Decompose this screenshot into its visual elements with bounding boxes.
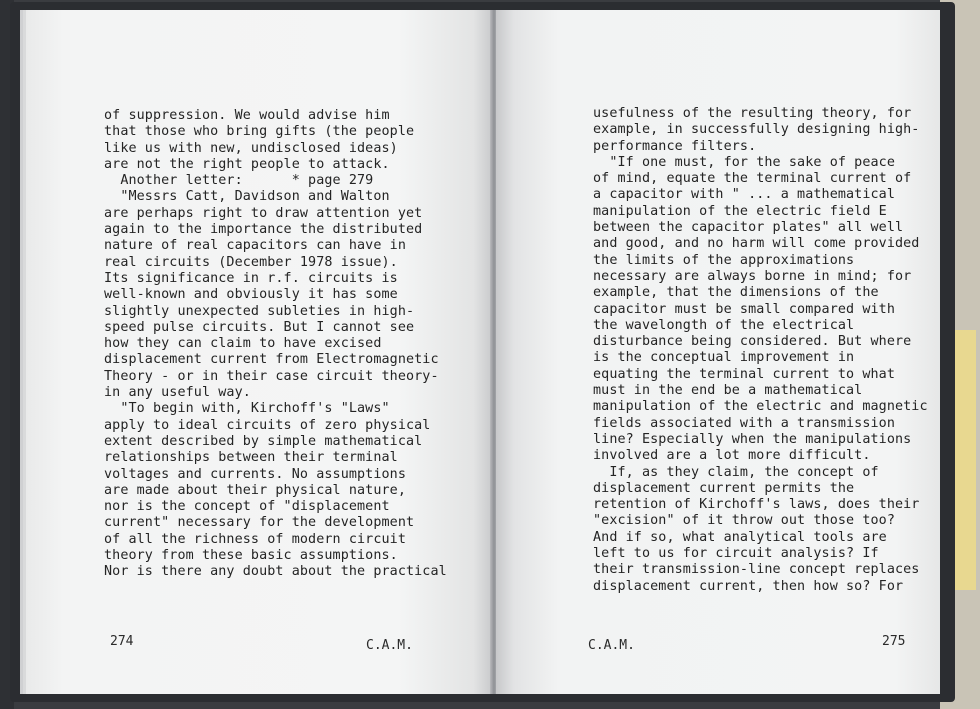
text-line: are not the right people to attack. xyxy=(104,156,390,172)
text-line: nature of real capacitors can have in xyxy=(104,238,406,254)
left-page-number: 274 xyxy=(110,634,134,649)
text-line: relationships between their terminal xyxy=(104,450,398,466)
text-line: capacitor must be small compared with xyxy=(593,301,895,317)
left-page-text xyxy=(104,108,447,581)
text-line: "Messrs Catt, Davidson and Walton xyxy=(104,189,390,205)
text-line: left to us for circuit analysis? If xyxy=(593,546,879,562)
text-line: of mind, equate the terminal current of xyxy=(593,171,912,187)
text-line: displacement current, then how so? For xyxy=(593,578,904,594)
text-line: must in the end be a mathematical xyxy=(593,383,863,399)
text-line: example, that the dimensions of the xyxy=(593,285,879,301)
text-line: a capacitor with " ... a mathematical xyxy=(593,187,895,203)
text-line: well-known and obviously it has some xyxy=(104,287,398,303)
text-line: the limits of the approximations xyxy=(593,252,855,268)
text-line: their transmission-line concept replaces xyxy=(593,562,920,578)
open-book xyxy=(10,2,955,702)
text-line: example, in successfully designing high- xyxy=(593,122,920,138)
text-line: equating the terminal current to what xyxy=(593,366,895,382)
text-line: manipulation of the electric field E xyxy=(593,203,887,219)
text-line: Theory - or in their case circuit theory- xyxy=(104,368,439,384)
right-page xyxy=(496,10,940,694)
right-page-text xyxy=(593,106,928,595)
text-line: of suppression. We would advise him xyxy=(104,108,390,123)
text-line: that those who bring gifts (the people xyxy=(104,124,415,140)
text-line: voltages and currents. No assumptions xyxy=(104,466,406,482)
text-line: fields associated with a transmission xyxy=(593,415,895,431)
text-line: displacement current permits the xyxy=(593,480,855,496)
text-line: like us with new, undisclosed ideas) xyxy=(104,140,398,156)
text-line: real circuits (December 1978 issue). xyxy=(104,254,398,270)
text-line: current" necessary for the development xyxy=(104,515,415,531)
text-line: and good, and no harm will come provided xyxy=(593,236,920,252)
text-line: disturbance being considered. But where xyxy=(593,334,912,350)
text-line: manipulation of the electric and magnetic xyxy=(593,399,928,415)
left-running-footer: C.A.M. xyxy=(366,638,413,653)
text-line: nor is the concept of "displacement xyxy=(104,499,390,515)
right-running-footer: C.A.M. xyxy=(588,638,635,653)
text-line: are made about their physical nature, xyxy=(104,482,406,498)
text-line: involved are a lot more difficult. xyxy=(593,448,871,464)
text-line: theory from these basic assumptions. xyxy=(104,548,398,564)
text-line: extent described by simple mathematical xyxy=(104,433,423,449)
text-line: is the conceptual improvement in xyxy=(593,350,855,366)
left-page xyxy=(26,10,492,694)
text-line: Nor is there any doubt about the practical xyxy=(104,564,447,580)
text-line: And if so, what analytical tools are xyxy=(593,529,887,545)
text-line: Another letter: * page 279 xyxy=(104,173,374,189)
text-line: between the capacitor plates" all well xyxy=(593,220,904,236)
text-line: If, as they claim, the concept of xyxy=(593,464,879,480)
text-line: Its significance in r.f. circuits is xyxy=(104,270,398,286)
text-line: line? Especially when the manipulations xyxy=(593,431,912,447)
text-line: necessary are always borne in mind; for xyxy=(593,268,912,284)
text-line: performance filters. xyxy=(593,138,757,154)
text-line: in any useful way. xyxy=(104,385,251,401)
text-line: how they can claim to have excised xyxy=(104,336,382,352)
text-line: "If one must, for the sake of peace xyxy=(593,154,895,170)
text-line: "excision" of it throw out those too? xyxy=(593,513,895,529)
text-line: are perhaps right to draw attention yet xyxy=(104,205,423,221)
text-line: displacement current from Electromagnetic xyxy=(104,352,439,368)
text-line: again to the importance the distributed xyxy=(104,222,423,238)
text-line: usefulness of the resulting theory, for xyxy=(593,106,912,121)
text-line: of all the richness of modern circuit xyxy=(104,531,406,547)
text-line: "To begin with, Kirchoff's "Laws" xyxy=(104,401,390,417)
text-line: speed pulse circuits. But I cannot see xyxy=(104,319,415,335)
text-line: apply to ideal circuits of zero physical xyxy=(104,417,431,433)
right-page-number: 275 xyxy=(882,634,906,649)
text-line: slightly unexpected subleties in high- xyxy=(104,303,415,319)
text-line: the wavelongth of the electrical xyxy=(593,317,855,333)
text-line: retention of Kirchoff's laws, does their xyxy=(593,497,920,513)
